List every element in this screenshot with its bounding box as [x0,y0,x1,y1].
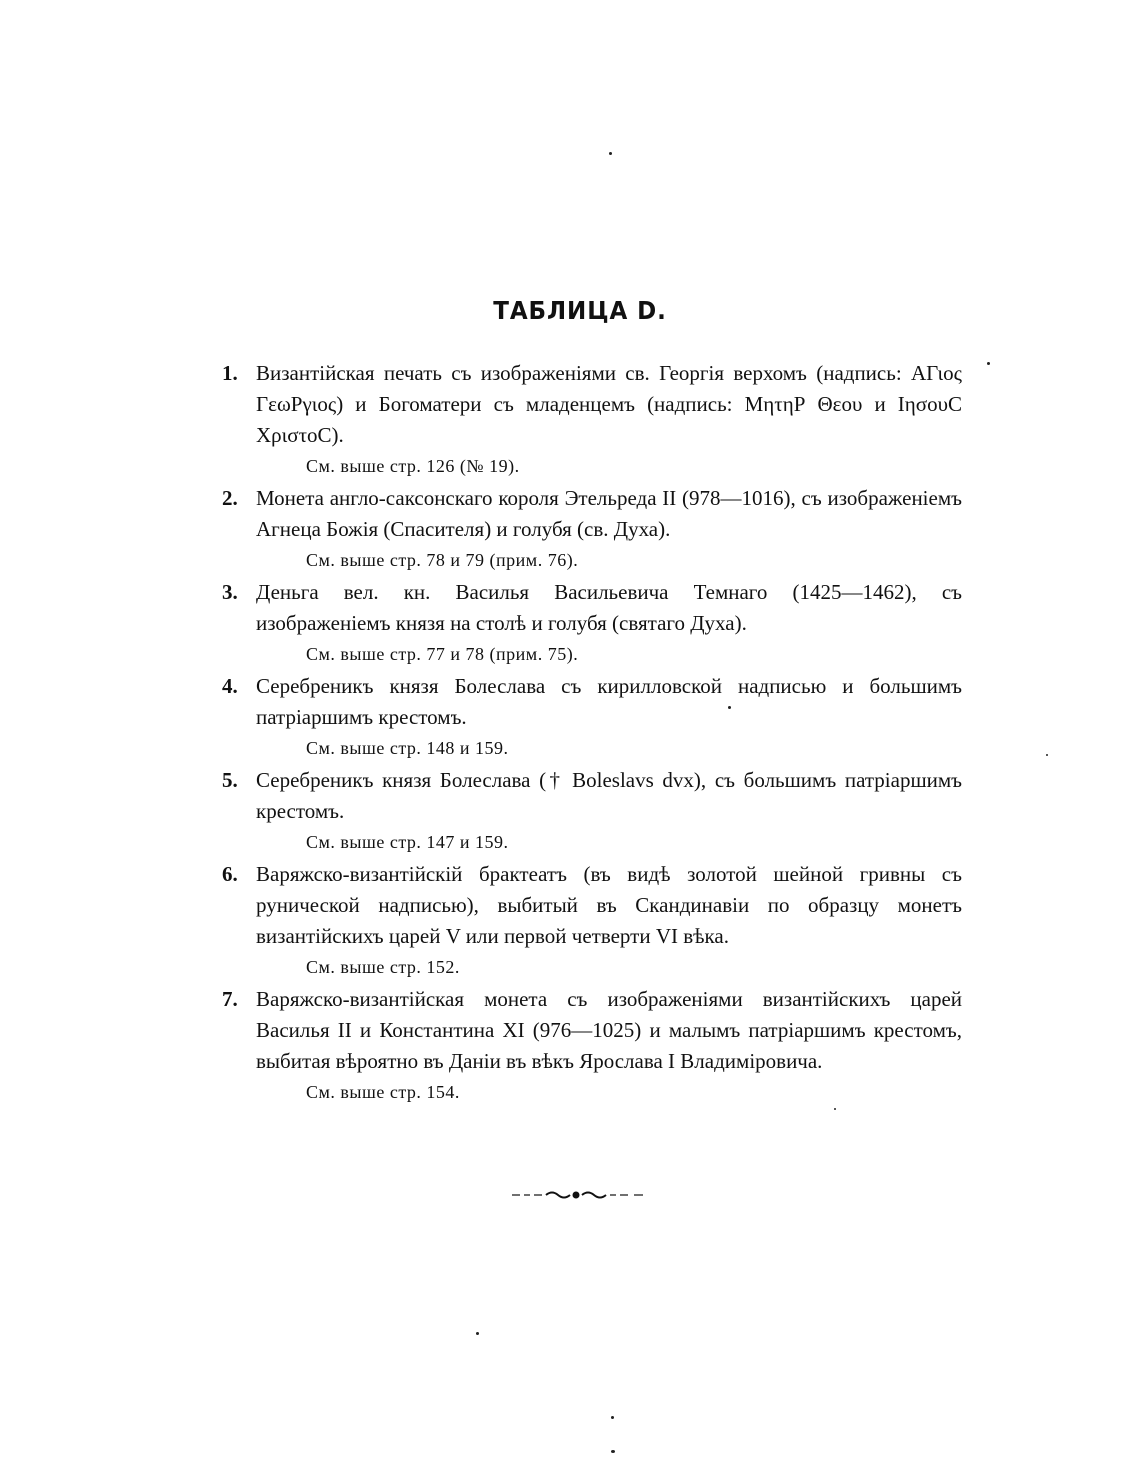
entry-number: 7. [222,987,238,1011]
print-speck [476,1332,479,1335]
print-speck [611,1416,614,1419]
entry-text: Серебреникъ князя Болеслава съ кирилловской надписью и большимъ патріаршимъ крестомъ. [256,674,962,729]
entry-number: 3. [222,580,238,604]
entry-number: 1. [222,361,238,385]
entry-text: Деньга вел. кн. Василья Васильевича Темнаго (1425—1462), съ изображеніемъ князя на столѣ и голубя (святаго Духа). [256,580,962,635]
print-speck [987,362,990,365]
list-item [222,483,962,575]
print-speck [728,706,731,709]
entry-number: 4. [222,674,238,698]
entry-reference: См. выше стр. 152. [306,957,460,977]
entry-reference: См. выше стр. 78 и 79 (прим. 76). [306,550,579,570]
page-title: ТАБЛИЦА D. [493,296,667,325]
entry-text: Варяжско-византійская монета съ изображеніями византійскихъ царей Василья II и Константина XI (976—1025) и малымъ патріаршимъ крестомъ, выбитая вѣроятно въ Даніи въ вѣкъ Ярослава I Владиміровича. [256,987,962,1073]
list-item [222,765,962,857]
ornament-divider [510,1187,645,1201]
entry-text: Серебреникъ князя Болеслава († Boleslavs dvx), съ большимъ патріаршимъ крестомъ. [256,768,962,823]
list-item [222,358,962,481]
print-speck [1046,754,1048,756]
list-item [222,577,962,669]
entry-text: Варяжско-византійскій брактеатъ (въ видѣ золотой шейной гривны съ рунической надписью), выбитый въ Скандинавіи по образцу монетъ византійскихъ царей V или первой четверти VI вѣка. [256,862,962,948]
entry-reference: См. выше стр. 148 и 159. [306,738,509,758]
entry-reference: См. выше стр. 126 (№ 19). [306,456,520,476]
entry-number: 2. [222,486,238,510]
entry-reference: См. выше стр. 77 и 78 (прим. 75). [306,644,579,664]
entry-number: 5. [222,768,238,792]
entry-text: Византійская печать съ изображеніями св. Георгія верхомъ (надпись: ΑΓιος ΓεωΡγιος) и Богоматери съ младенцемъ (надпись: ΜητηΡ Θεου и ΙησουC ΧριστοC). [256,361,962,447]
entry-reference: См. выше стр. 154. [306,1082,460,1102]
entry-reference: См. выше стр. 147 и 159. [306,832,509,852]
entry-number: 6. [222,862,238,886]
print-speck [609,152,612,155]
list-item [222,859,962,982]
list-item [222,671,962,763]
entry-text: Монета англо-саксонскаго короля Этельреда II (978—1016), съ изображеніемъ Агнеца Божія (Спасителя) и голубя (св. Духа). [256,486,962,541]
entry-list [222,358,962,1109]
list-item [222,984,962,1107]
print-speck [611,1450,615,1453]
print-speck [834,1108,836,1110]
